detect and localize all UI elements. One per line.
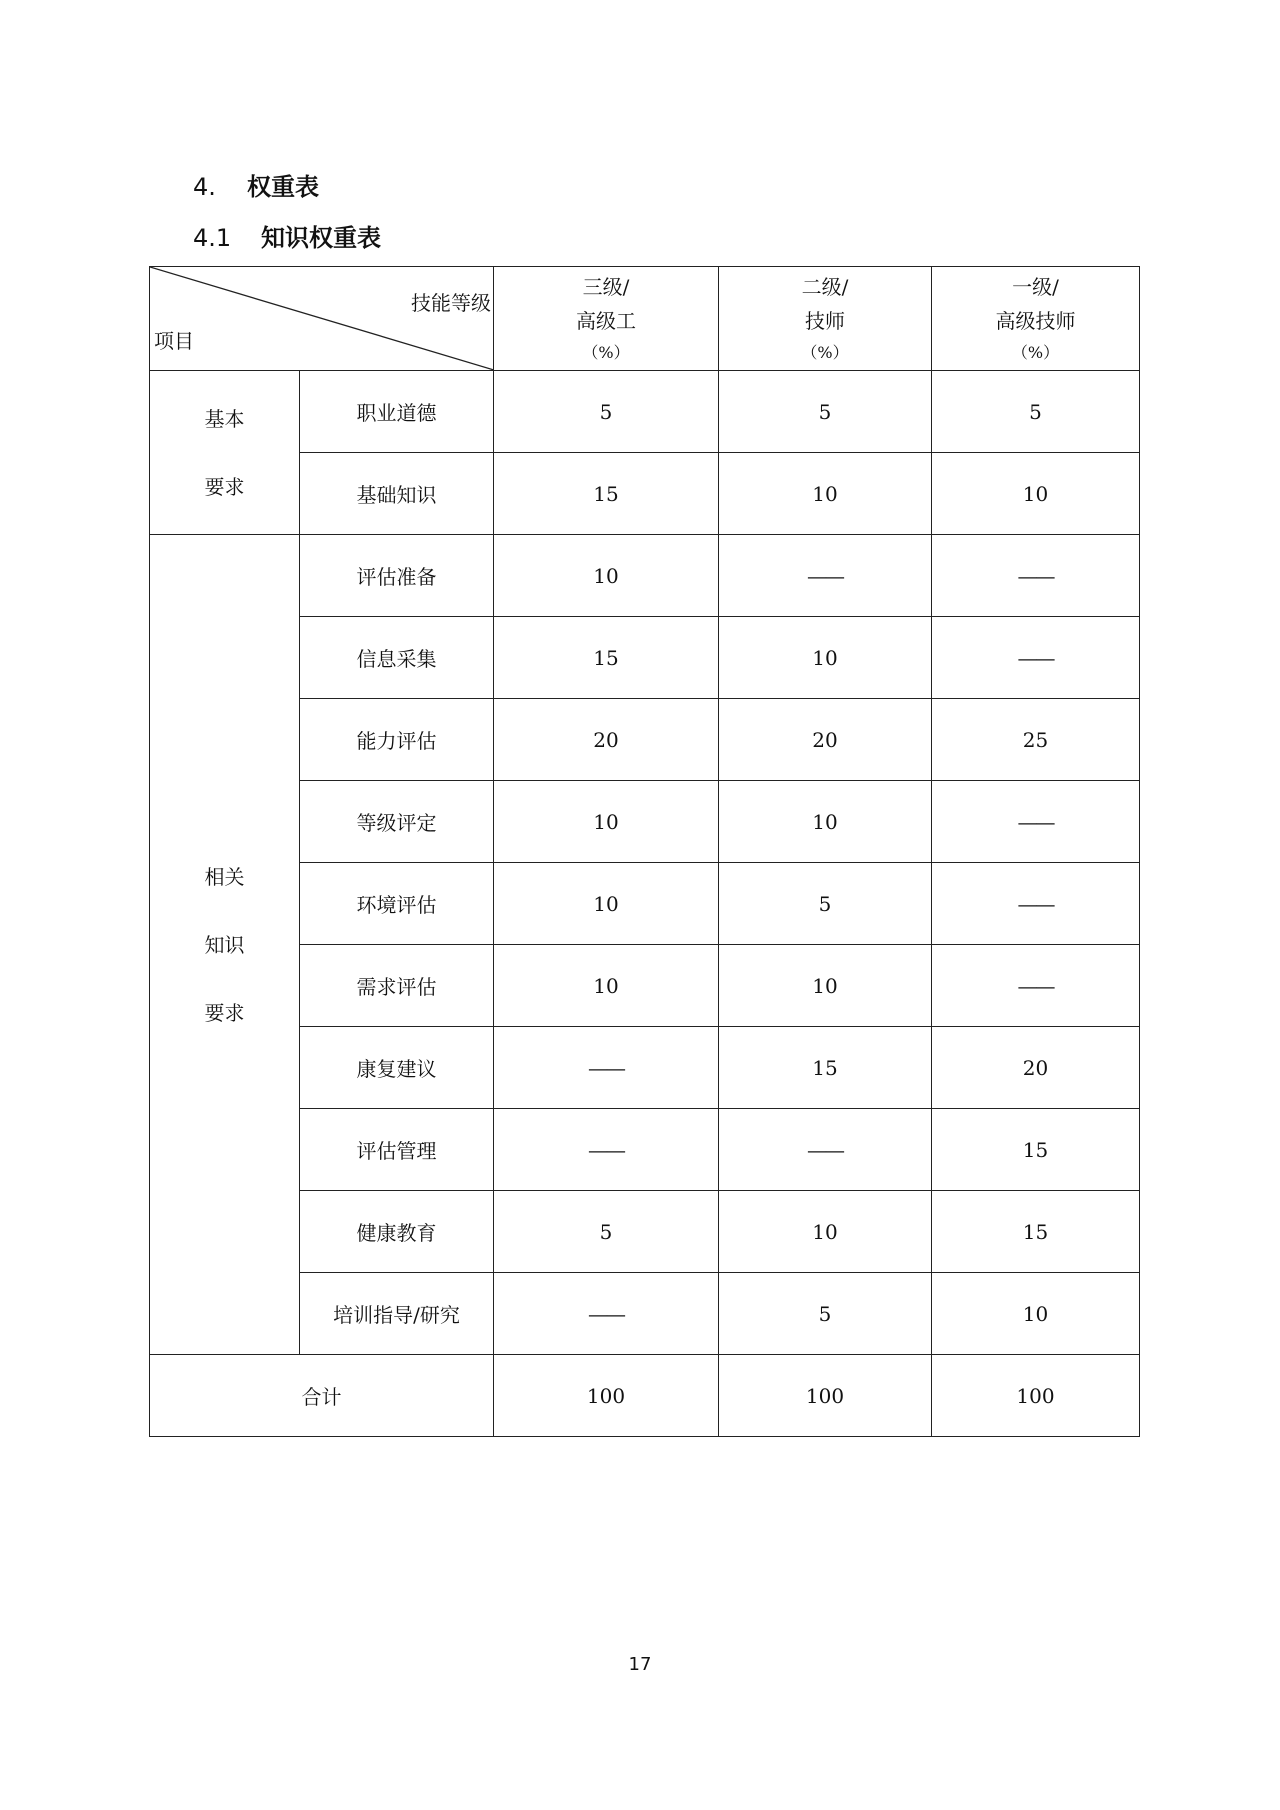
value-cell: 10 [494, 781, 719, 863]
value-cell: —— [932, 617, 1140, 699]
value-cell: 5 [494, 1191, 719, 1273]
subsection-title: 知识权重表 [261, 224, 381, 252]
total-label: 合计 [150, 1355, 494, 1437]
total-value: 100 [719, 1355, 932, 1437]
knowledge-weight-table [149, 266, 1140, 1437]
value-cell: —— [932, 945, 1140, 1027]
subsection-number: 4.1 [193, 224, 232, 252]
row-item: 基础知识 [300, 453, 494, 535]
value-cell: 20 [719, 699, 932, 781]
value-cell: —— [494, 1273, 719, 1355]
value-cell: —— [494, 1109, 719, 1191]
value-cell: 10 [719, 945, 932, 1027]
skill-level-label: 技能等级 [411, 291, 491, 315]
value-cell: 20 [932, 1027, 1140, 1109]
section-number: 4. [193, 173, 216, 201]
value-cell: 15 [719, 1027, 932, 1109]
value-cell: —— [932, 863, 1140, 945]
value-cell: —— [719, 535, 932, 617]
value-cell: 10 [494, 863, 719, 945]
value-cell: 10 [719, 1191, 932, 1273]
value-cell: 5 [719, 863, 932, 945]
row-item: 康复建议 [300, 1027, 494, 1109]
diagonal-line [150, 267, 494, 370]
subsection-heading [193, 218, 381, 253]
total-row [150, 1355, 1140, 1437]
section-heading [193, 167, 319, 202]
section-title: 权重表 [247, 173, 319, 201]
row-item: 培训指导/研究 [300, 1273, 494, 1355]
row-item: 需求评估 [300, 945, 494, 1027]
row-item: 等级评定 [300, 781, 494, 863]
row-item: 能力评估 [300, 699, 494, 781]
value-cell: 10 [494, 535, 719, 617]
value-cell: 5 [719, 1273, 932, 1355]
group-basic-requirements: 基本 要求 [150, 371, 300, 535]
value-cell: 10 [932, 1273, 1140, 1355]
row-item: 信息采集 [300, 617, 494, 699]
value-cell: 15 [494, 617, 719, 699]
row-item: 评估管理 [300, 1109, 494, 1191]
value-cell: 5 [719, 371, 932, 453]
value-cell: 15 [932, 1109, 1140, 1191]
value-cell: 15 [494, 453, 719, 535]
level-header-1: 一级/ 高级技师 （%） [932, 267, 1140, 371]
level-header-3: 三级/ 高级工 （%） [494, 267, 719, 371]
table-header-row [150, 267, 1140, 371]
value-cell: 10 [719, 453, 932, 535]
item-label: 项目 [154, 329, 194, 353]
value-cell: 10 [719, 617, 932, 699]
value-cell: 5 [932, 371, 1140, 453]
value-cell: 15 [932, 1191, 1140, 1273]
total-value: 100 [494, 1355, 719, 1437]
value-cell: 10 [932, 453, 1140, 535]
row-item: 环境评估 [300, 863, 494, 945]
value-cell: 10 [719, 781, 932, 863]
diagonal-header-cell [150, 267, 494, 371]
level-header-2: 二级/ 技师 （%） [719, 267, 932, 371]
group-related-knowledge: 相关 知识 要求 [150, 535, 300, 1355]
row-item: 评估准备 [300, 535, 494, 617]
total-value: 100 [932, 1355, 1140, 1437]
table-row [150, 535, 1140, 617]
row-item: 健康教育 [300, 1191, 494, 1273]
value-cell: 25 [932, 699, 1140, 781]
value-cell: —— [932, 781, 1140, 863]
value-cell: —— [932, 535, 1140, 617]
value-cell: —— [719, 1109, 932, 1191]
value-cell: 20 [494, 699, 719, 781]
page-number: 17 [628, 1654, 652, 1675]
value-cell: 5 [494, 371, 719, 453]
row-item: 职业道德 [300, 371, 494, 453]
table-row [150, 371, 1140, 453]
value-cell: 10 [494, 945, 719, 1027]
value-cell: —— [494, 1027, 719, 1109]
